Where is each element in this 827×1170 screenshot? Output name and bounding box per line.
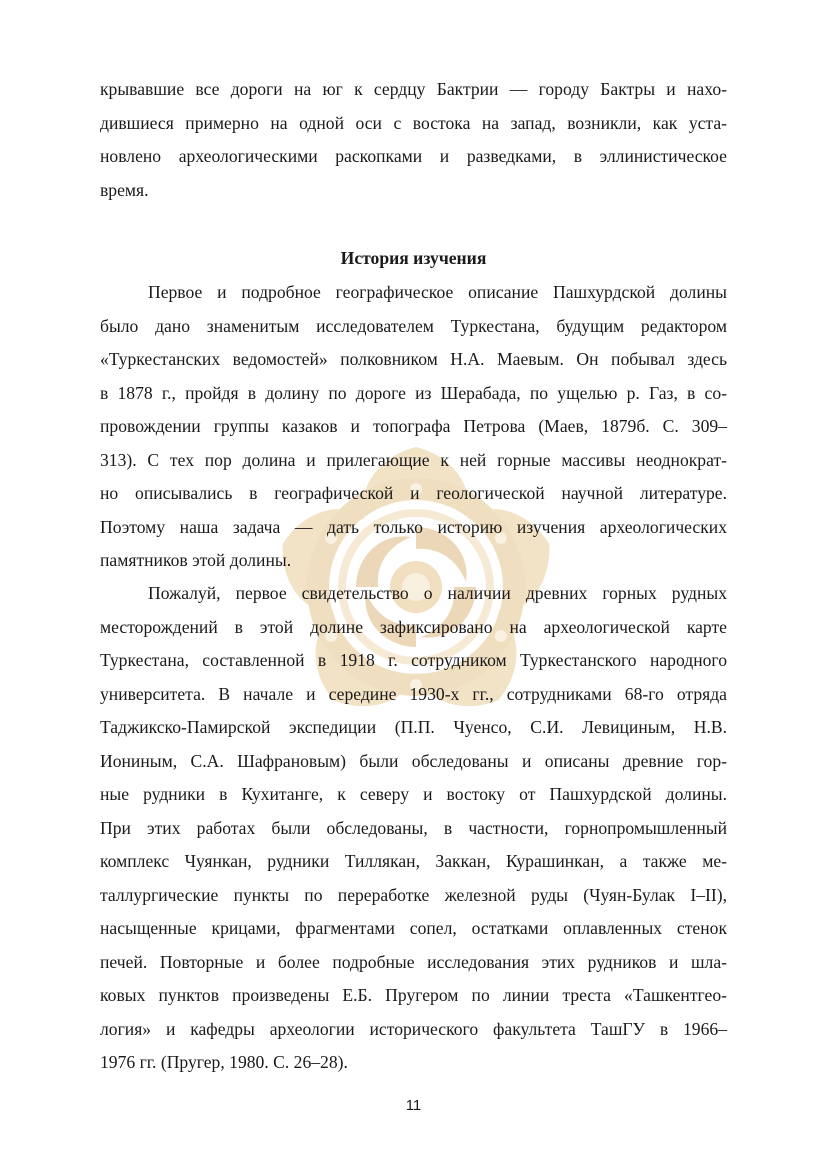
text-line: ковых пунктов произведены Е.Б. Пругером по линии треста «Ташкентгео- xyxy=(100,985,727,1005)
text-line: комплекс Чуянкан, рудники Тиллякан, Заккан, Курашинкан, а также ме- xyxy=(100,851,727,871)
paragraph-1 xyxy=(100,276,727,578)
text-line: месторождений в этой долине зафиксировано на археологической карте xyxy=(100,616,727,637)
text-line: крывавшие все дороги на юг к сердцу Бактрии — городу Бактры и нахо- xyxy=(100,79,727,99)
text-line: было дано знаменитым исследователем Туркестана, будущим редактором xyxy=(100,315,727,336)
text-line: ные рудники в Кухитанге, к северу и востоку от Пашхурдской долины. xyxy=(100,784,727,804)
text-line: Таджикско-Памирской экспедиции (П.П. Чуенсо, С.И. Левициным, Н.В. xyxy=(100,717,727,737)
text-line: Поэтому наша задача — дать только историю изучения археологических xyxy=(100,516,727,537)
text-line: но описывались в географической и геологической научной литературе. xyxy=(100,483,727,503)
text-line: новлено археологическими раскопками и разведками, в эллинистическое xyxy=(100,146,727,166)
text-line: печей. Повторные и более подробные исследования этих рудников и шла- xyxy=(100,951,727,972)
text-line: Пожалуй, первое свидетельство о наличии древних горных рудных xyxy=(148,583,727,603)
text-line: памятников этой долины. xyxy=(100,550,292,570)
text-line: время. xyxy=(100,179,149,200)
text-line: «Туркестанских ведомостей» полковником Н.А. Маевым. Он побывал здесь xyxy=(100,349,727,369)
text-line: Туркестана, составленной в 1918 г. сотрудником Туркестанского народного xyxy=(100,650,727,670)
text-line: 1976 гг. (Пругер, 1980. С. 26–28). xyxy=(100,1052,348,1072)
text-line: При этих работах были обследованы, в частности, горнопромышленный xyxy=(100,817,727,838)
text-line: Иониным, С.А. Шафрановым) были обследованы и описаны древние гор- xyxy=(100,750,727,771)
page-number: 11 xyxy=(405,1097,422,1114)
text-line: провождении группы казаков и топографа Петрова (Маев, 1879б. С. 309– xyxy=(100,416,727,436)
text-line: таллургические пункты по переработке железной руды (Чуян-Булак I–II), xyxy=(100,884,727,905)
text-line: логия» и кафедры археологии исторического факультета ТашГУ в 1966– xyxy=(100,1018,727,1039)
text-line: насыщенные крицами, фрагментами сопел, остатками оплавленных стенок xyxy=(100,918,727,938)
paragraph-2 xyxy=(100,577,727,1080)
section-heading: История изучения xyxy=(340,248,487,268)
text-line: 313). С тех пор долина и прилегающие к ней горные массивы неоднократ- xyxy=(100,449,727,470)
text-line: Первое и подробное географическое описание Пашхурдской долины xyxy=(148,282,727,302)
intro-paragraph xyxy=(100,73,727,207)
text-line: дившиеся примерно на одной оси с востока на запад, возникли, как уста- xyxy=(100,112,727,133)
text-line: университета. В начале и середине 1930-х гг., сотрудниками 68-го отряда xyxy=(100,683,727,704)
text-line: в 1878 г., пройдя в долину по дороге из Шерабада, по ущелью р. Газ, в со- xyxy=(100,382,727,403)
